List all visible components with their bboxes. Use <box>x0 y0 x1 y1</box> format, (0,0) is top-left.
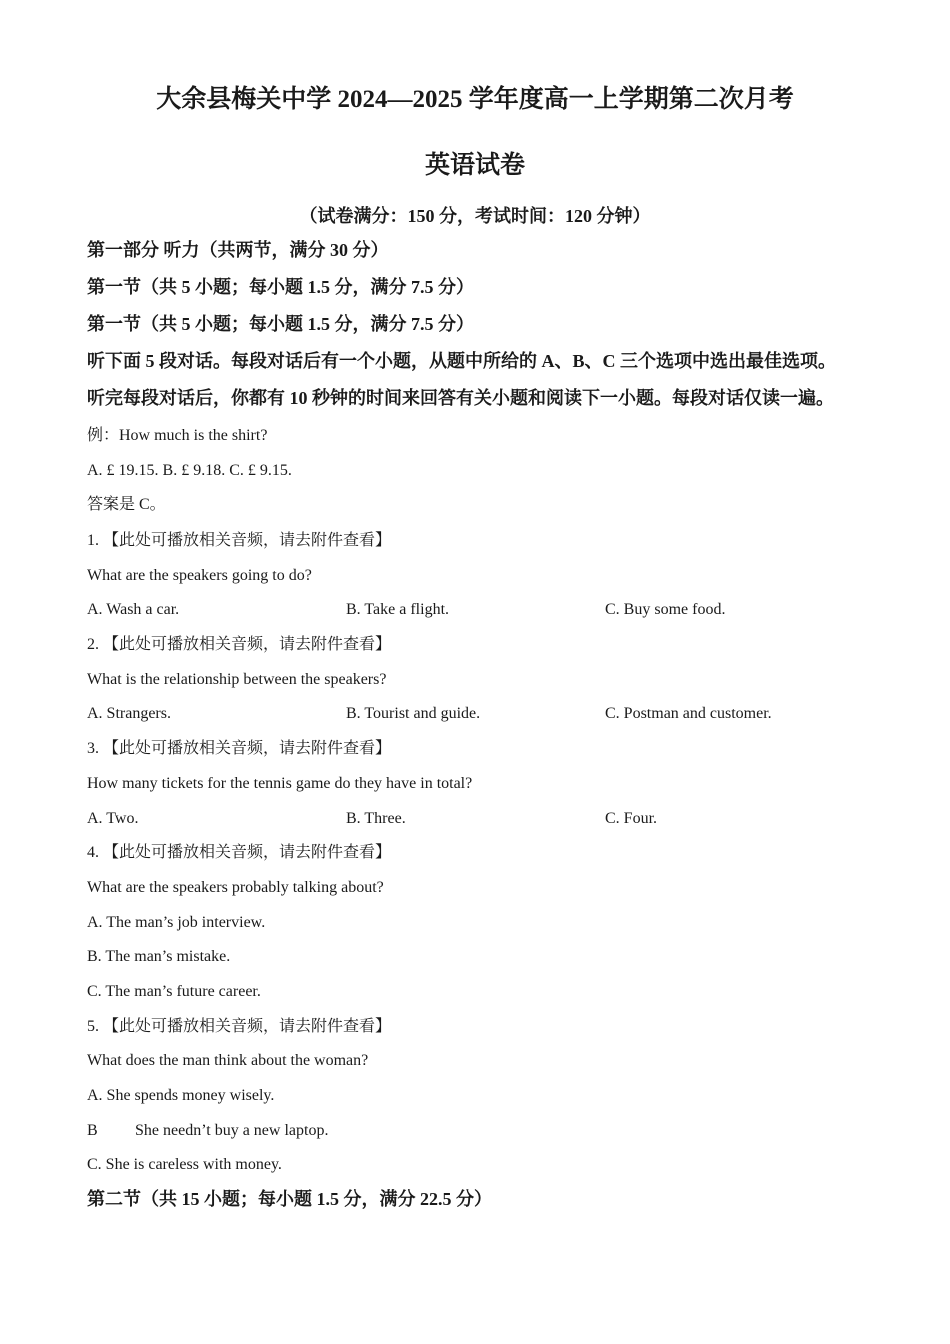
instruction-line-1: 听下面 5 段对话。每段对话后有一个小题，从题中所给的 A、B、C 三个选项中选出最佳选项。 <box>87 351 836 371</box>
question-5-text: What does the man think about the woman? <box>87 1052 369 1069</box>
question-2-option-b[interactable]: B. Tourist and guide. <box>346 705 481 722</box>
question-number: 2. <box>87 636 99 653</box>
question-1-option-c[interactable]: C. Buy some food. <box>605 601 726 618</box>
question-2-text: What is the relationship between the speakers? <box>87 671 387 688</box>
audio-note[interactable]: 【此处可播放相关音频，请去附件查看】 <box>103 532 392 549</box>
question-4-option-a[interactable]: A. The man’s job interview. <box>87 914 266 931</box>
question-number: 1. <box>87 532 99 549</box>
section2-heading: 第二节（共 15 小题；每小题 1.5 分，满分 22.5 分） <box>87 1189 492 1209</box>
question-2-option-c[interactable]: C. Postman and customer. <box>605 705 772 722</box>
question-4-option-b[interactable]: B. The man’s mistake. <box>87 948 231 965</box>
question-2-header <box>87 635 391 655</box>
example-question: 例：How much is the shirt? <box>87 427 268 444</box>
question-5-option-a[interactable]: A. She spends money wisely. <box>87 1087 275 1104</box>
exam-subject: 英语试卷 <box>424 152 525 179</box>
question-3-text: How many tickets for the tennis game do they have in total? <box>87 775 473 792</box>
question-3-header <box>87 739 391 759</box>
example-options: A. £ 19.15. B. £ 9.18. C. £ 9.15. <box>87 462 292 479</box>
question-1-header <box>87 531 391 551</box>
example-answer: 答案是 C。 <box>87 496 166 513</box>
exam-title: 大余县梅关中学 2024—2025 学年度高一上学期第二次月考 <box>156 86 794 113</box>
question-3-option-b[interactable]: B. Three. <box>346 810 406 827</box>
question-3-option-a[interactable]: A. Two. <box>87 810 139 827</box>
audio-note[interactable]: 【此处可播放相关音频，请去附件查看】 <box>103 636 392 653</box>
question-number: 4. <box>87 844 99 861</box>
question-5-option-b[interactable] <box>87 1121 328 1141</box>
question-5-header <box>87 1017 391 1037</box>
instruction-line-2: 听完每段对话后，你都有 10 秒钟的时间来回答有关小题和阅读下一小题。每段对话仅读一遍。 <box>87 388 834 408</box>
part1-heading: 第一部分 听力（共两节，满分 30 分） <box>87 240 389 260</box>
section1-heading: 第一节（共 5 小题；每小题 1.5 分，满分 7.5 分） <box>87 277 474 297</box>
question-number: 3. <box>87 740 99 757</box>
audio-note[interactable]: 【此处可播放相关音频，请去附件查看】 <box>103 1018 392 1035</box>
option-letter: B <box>87 1122 98 1139</box>
audio-note[interactable]: 【此处可播放相关音频，请去附件查看】 <box>103 844 392 861</box>
question-4-option-c[interactable]: C. The man’s future career. <box>87 983 261 1000</box>
exam-info: （试卷满分：150 分，考试时间：120 分钟） <box>299 206 651 226</box>
question-1-text: What are the speakers going to do? <box>87 567 312 584</box>
section1-heading-repeat: 第一节（共 5 小题；每小题 1.5 分，满分 7.5 分） <box>87 314 474 334</box>
question-1-option-a[interactable]: A. Wash a car. <box>87 601 180 618</box>
option-text: She needn’t buy a new laptop. <box>135 1122 329 1139</box>
question-5-option-c[interactable]: C. She is careless with money. <box>87 1156 282 1173</box>
question-2-option-a[interactable]: A. Strangers. <box>87 705 171 722</box>
audio-note[interactable]: 【此处可播放相关音频，请去附件查看】 <box>103 740 392 757</box>
question-number: 5. <box>87 1018 99 1035</box>
question-1-option-b[interactable]: B. Take a flight. <box>346 601 450 618</box>
question-4-text: What are the speakers probably talking about? <box>87 879 384 896</box>
question-4-header <box>87 843 391 863</box>
question-3-option-c[interactable]: C. Four. <box>605 810 658 827</box>
